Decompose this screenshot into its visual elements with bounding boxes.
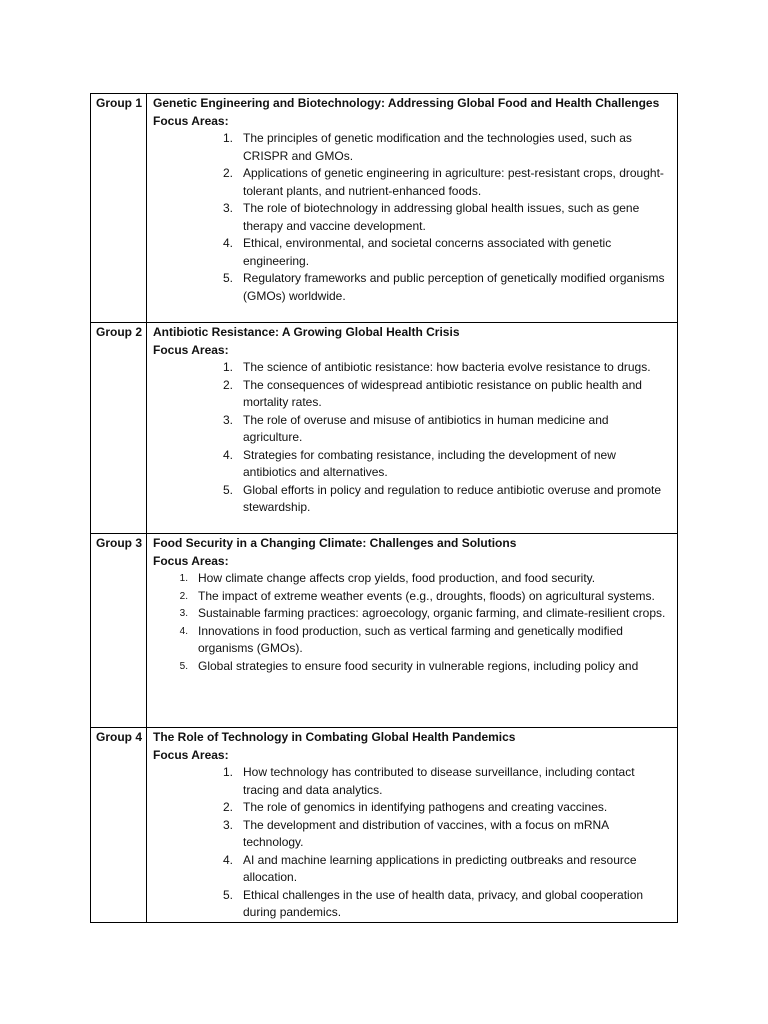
topic-title: Food Security in a Changing Climate: Challenges and Solutions bbox=[153, 536, 517, 550]
focus-areas-label: Focus Areas: bbox=[153, 113, 229, 128]
list-item-text: AI and machine learning applications in predicting outbreaks and resource allocation. bbox=[243, 852, 637, 884]
list-item-text: The role of genomics in identifying pathogens and creating vaccines. bbox=[243, 800, 608, 814]
list-number: 5. bbox=[179, 660, 188, 672]
list-item-text: The impact of extreme weather events (e.g., droughts, floods) on agricultural systems. bbox=[198, 588, 655, 603]
group-label: Group 3 bbox=[91, 534, 147, 728]
list-item bbox=[153, 270, 671, 305]
list-item-text: Regulatory frameworks and public perception of genetically modified organisms (GMOs) worldwide. bbox=[243, 271, 665, 303]
table-row bbox=[91, 534, 678, 728]
list-number: 3. bbox=[222, 201, 233, 215]
list-item bbox=[153, 605, 671, 623]
list-item bbox=[153, 799, 671, 817]
list-number: 3. bbox=[222, 817, 233, 832]
list-number: 1. bbox=[222, 360, 233, 374]
list-number: 4. bbox=[222, 447, 233, 462]
topic-title: The Role of Technology in Combating Global Health Pandemics bbox=[153, 730, 516, 744]
list-item-text: The development and distribution of vaccines, with a focus on mRNA technology. bbox=[243, 817, 609, 849]
group-label: Group 1 bbox=[91, 94, 147, 323]
list-number: 4. bbox=[222, 236, 233, 250]
group-label: Group 2 bbox=[91, 323, 147, 534]
list-number: 4. bbox=[179, 625, 188, 637]
topic-title: Antibiotic Resistance: A Growing Global Health Crisis bbox=[153, 325, 460, 339]
table-row bbox=[91, 728, 678, 923]
list-number: 3. bbox=[179, 608, 188, 619]
list-item-text: The principles of genetic modification and the technologies used, such as CRISPR and GMOs. bbox=[243, 131, 632, 163]
list-item bbox=[153, 852, 671, 887]
list-item bbox=[153, 412, 671, 447]
list-item bbox=[153, 200, 671, 235]
topic-title: Genetic Engineering and Biotechnology: Addressing Global Food and Health Challenges bbox=[153, 96, 660, 110]
list-item-text: The consequences of widespread antibiotic resistance on public health and mortality rates. bbox=[243, 377, 642, 409]
list-item bbox=[153, 764, 671, 799]
topic-cell bbox=[147, 728, 678, 923]
list-item bbox=[153, 623, 671, 658]
topic-cell bbox=[147, 323, 678, 534]
list-item bbox=[153, 658, 671, 676]
list-item bbox=[153, 588, 671, 606]
table-row bbox=[91, 94, 678, 323]
focus-areas-list bbox=[153, 570, 671, 675]
list-number: 5. bbox=[222, 271, 233, 285]
list-item bbox=[153, 570, 671, 588]
list-item-text: The role of overuse and misuse of antibiotics in human medicine and agriculture. bbox=[243, 412, 609, 444]
list-item-text: Innovations in food production, such as vertical farming and genetically modified organisms (GMOs). bbox=[198, 623, 623, 655]
list-number: 3. bbox=[222, 412, 233, 427]
list-number: 2. bbox=[222, 166, 233, 180]
list-item-text: Sustainable farming practices: agroecology, organic farming, and climate-resilient crops. bbox=[198, 606, 666, 620]
list-item-text: Strategies for combating resistance, including the development of new antibiotics and alternatives. bbox=[243, 447, 616, 479]
list-item bbox=[153, 482, 671, 517]
focus-areas-list bbox=[153, 359, 671, 517]
list-number: 4. bbox=[222, 852, 233, 867]
focus-areas-list bbox=[153, 764, 671, 922]
group-topics-table bbox=[90, 93, 678, 923]
list-number: 1. bbox=[222, 765, 233, 779]
list-item bbox=[153, 887, 671, 922]
list-item-text: The role of biotechnology in addressing global health issues, such as gene therapy and vaccine development. bbox=[243, 201, 640, 233]
list-number: 2. bbox=[179, 590, 188, 602]
list-number: 2. bbox=[222, 377, 233, 392]
list-item bbox=[153, 447, 671, 482]
list-item-text: How technology has contributed to disease surveillance, including contact tracing and data analytics. bbox=[243, 765, 635, 797]
focus-areas-list bbox=[153, 130, 671, 305]
group-label: Group 4 bbox=[91, 728, 147, 923]
list-number: 5. bbox=[222, 482, 233, 497]
list-number: 1. bbox=[179, 573, 188, 584]
list-item bbox=[153, 130, 671, 165]
list-item bbox=[153, 359, 671, 377]
list-item-text: Applications of genetic engineering in agriculture: pest-resistant crops, drought-tolerant plants, and nutrient-enhanced foods. bbox=[243, 166, 664, 198]
list-item-text: Ethical, environmental, and societal concerns associated with genetic engineering. bbox=[243, 236, 612, 268]
table-row bbox=[91, 323, 678, 534]
list-item bbox=[153, 165, 671, 200]
list-item bbox=[153, 817, 671, 852]
list-item-text: How climate change affects crop yields, food production, and food security. bbox=[198, 571, 596, 585]
list-number: 1. bbox=[222, 131, 233, 145]
list-number: 5. bbox=[222, 887, 233, 902]
focus-areas-label: Focus Areas: bbox=[153, 342, 229, 357]
list-item-text: Global efforts in policy and regulation to reduce antibiotic overuse and promote stewardship. bbox=[243, 482, 662, 514]
list-item bbox=[153, 377, 671, 412]
focus-areas-label: Focus Areas: bbox=[153, 553, 229, 568]
list-item-text: Ethical challenges in the use of health data, privacy, and global cooperation during pandemics. bbox=[243, 887, 644, 919]
list-number: 2. bbox=[222, 800, 233, 814]
topic-cell bbox=[147, 94, 678, 323]
list-item-text: Global strategies to ensure food security in vulnerable regions, including policy and bbox=[198, 658, 639, 673]
topic-cell bbox=[147, 534, 678, 728]
list-item-text: The science of antibiotic resistance: how bacteria evolve resistance to drugs. bbox=[243, 360, 651, 374]
focus-areas-label: Focus Areas: bbox=[153, 747, 229, 762]
list-item bbox=[153, 235, 671, 270]
